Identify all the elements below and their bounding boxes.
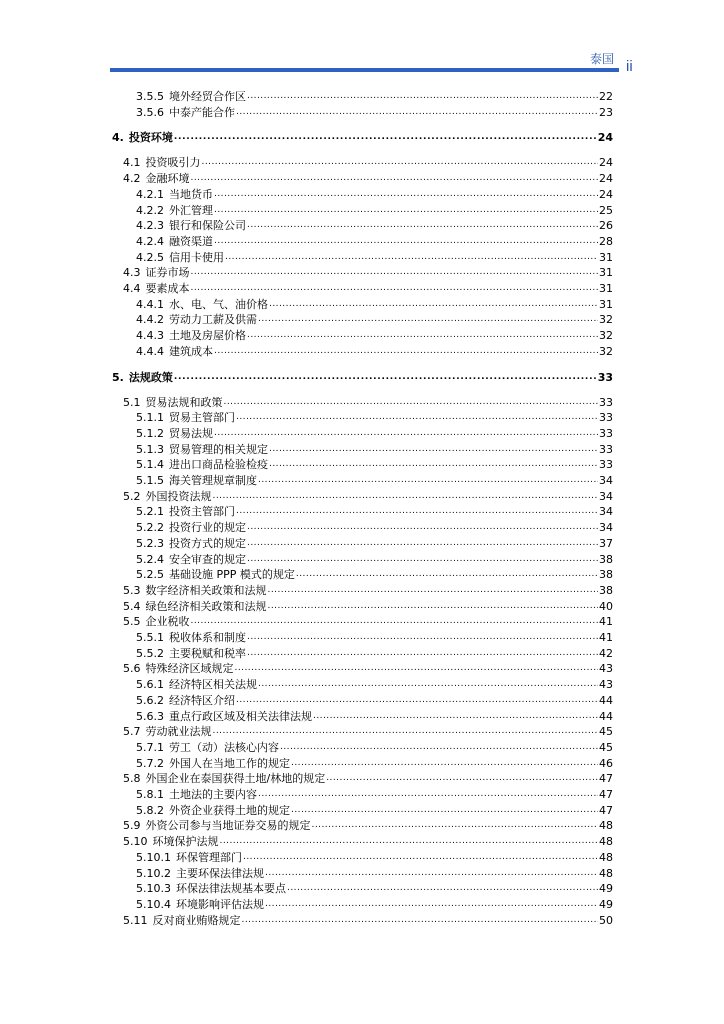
toc-leader-dots xyxy=(247,644,598,661)
toc-leader-dots xyxy=(265,864,598,881)
toc-entry-page: 47 xyxy=(599,788,613,801)
toc-entry-title: 中泰产能合作 xyxy=(169,105,235,119)
toc-leader-dots xyxy=(247,628,598,645)
toc-leader-dots xyxy=(258,310,598,327)
toc-entry-number: 5.8.2 xyxy=(136,803,164,817)
toc-entry-title: 特殊经济区域规定 xyxy=(145,662,234,676)
toc-entry-page: 34 xyxy=(599,521,613,535)
toc-entry-title: 证券市场 xyxy=(145,266,190,280)
toc-entry-number: 5.6 xyxy=(123,662,141,676)
toc-entry-page: 45 xyxy=(599,740,613,754)
toc-entry-page: 31 xyxy=(599,282,613,295)
toc-leader-dots xyxy=(291,754,598,771)
toc-entry-number: 5.8 xyxy=(123,772,141,786)
header-page-number: ii xyxy=(626,58,633,75)
toc-entry-title: 经济特区相关法规 xyxy=(169,678,257,692)
toc-entry-page: 48 xyxy=(599,866,613,880)
toc-entry-title: 安全审查的规定 xyxy=(169,552,246,566)
toc-leader-dots xyxy=(202,153,599,170)
toc-entry-page: 22 xyxy=(599,90,613,103)
toc-leader-dots xyxy=(224,393,599,410)
toc-leader-dots xyxy=(247,87,598,104)
toc-entry-page: 48 xyxy=(599,835,613,849)
toc-leader-dots xyxy=(235,659,599,676)
toc-entry-page: 25 xyxy=(599,203,613,217)
toc-entry-number: 5.2.2 xyxy=(136,521,164,535)
toc-entry-number: 5.1 xyxy=(123,395,141,409)
toc-entry-title: 投资主管部门 xyxy=(169,505,235,519)
toc-entry-number: 5.7.1 xyxy=(136,740,164,754)
toc-leader-dots xyxy=(214,232,598,249)
toc-entry-title: 基础设施 PPP 模式的规定 xyxy=(169,568,295,582)
toc-entry-page: 46 xyxy=(599,756,613,770)
toc-entry-number: 5.1.5 xyxy=(136,474,164,487)
toc-leader-dots xyxy=(247,534,598,551)
toc-entry-page: 33 xyxy=(599,395,613,409)
toc-entry-number: 4.1 xyxy=(123,156,141,170)
toc-entry-title: 反对商业贿赂规定 xyxy=(152,913,241,927)
toc-leader-dots xyxy=(213,487,599,504)
toc-entry-page: 38 xyxy=(599,583,613,597)
toc-leader-dots xyxy=(312,816,599,833)
toc-leader-dots xyxy=(296,565,598,582)
toc-leader-dots xyxy=(247,518,598,535)
toc-entry-number: 4.2.5 xyxy=(136,250,164,264)
toc-entry-title: 数字经济相关政策和法规 xyxy=(145,583,267,597)
toc-entry-number: 5.2.1 xyxy=(136,505,164,519)
toc-entry-title: 贸易主管部门 xyxy=(169,411,235,425)
toc-entry-page: 24 xyxy=(599,187,613,201)
toc-entry-page: 43 xyxy=(599,662,613,676)
toc-entry-title: 金融环境 xyxy=(145,172,190,186)
toc-leader-dots xyxy=(287,879,598,896)
toc-entry[interactable] xyxy=(112,130,613,145)
toc-leader-dots xyxy=(191,279,599,296)
toc-entry-page: 33 xyxy=(599,426,613,440)
toc-leader-dots xyxy=(247,216,598,233)
toc-entry-number: 5.10.1 xyxy=(136,850,171,864)
toc-entry-title: 贸易法规和政策 xyxy=(145,395,223,409)
toc-leader-dots xyxy=(213,722,599,739)
toc-entry-number: 5.10.4 xyxy=(136,897,171,911)
toc-leader-dots xyxy=(191,263,599,280)
toc-entry-number: 5.10 xyxy=(123,835,148,849)
toc-entry-title: 水、电、气、油价格 xyxy=(169,297,268,311)
toc-entry-page: 45 xyxy=(599,725,613,739)
toc-entry-number: 5.6.1 xyxy=(136,678,164,692)
toc-leader-dots xyxy=(258,675,598,692)
toc-entry-page: 32 xyxy=(599,329,613,343)
toc-entry-title: 环保管理部门 xyxy=(176,850,242,864)
toc-entry-number: 3.5.6 xyxy=(136,105,164,119)
toc-entry-title: 外资公司参与当地证券交易的规定 xyxy=(145,819,311,833)
toc-entry-number: 5.8.1 xyxy=(136,788,164,801)
toc-entry-title: 境外经贸合作区 xyxy=(169,90,246,103)
toc-entry-page: 24 xyxy=(599,172,613,186)
toc-entry-number: 4.3 xyxy=(123,266,141,280)
toc-entry-page: 34 xyxy=(599,489,613,503)
toc-entry-number: 5.2 xyxy=(123,489,141,503)
toc-leader-dots xyxy=(243,848,598,865)
toc-entry-title: 劳动力工薪及供需 xyxy=(169,313,257,327)
toc-entry-number: 4.2 xyxy=(123,172,141,186)
toc-entry-title: 投资行业的规定 xyxy=(169,521,246,535)
toc-entry-title: 劳工（动）法核心内容 xyxy=(169,740,279,754)
toc-entry-page: 24 xyxy=(599,156,613,170)
header-country-label: 泰国 xyxy=(590,52,615,66)
toc-leader-dots xyxy=(214,201,598,218)
toc-leader-dots xyxy=(269,455,598,472)
toc-leader-dots xyxy=(269,440,598,457)
toc-entry-number: 5.5 xyxy=(123,615,141,629)
toc-entry[interactable] xyxy=(112,370,613,385)
toc-entry[interactable] xyxy=(123,913,613,928)
toc-entry-title: 劳动就业法规 xyxy=(145,725,212,739)
toc-entry-number: 5.3 xyxy=(123,583,141,597)
toc-leader-dots xyxy=(258,471,598,488)
toc-leader-dots xyxy=(326,769,598,786)
toc-entry-number: 5.7 xyxy=(123,725,141,739)
toc-entry-title: 环境影响评估法规 xyxy=(176,897,264,911)
toc-entry-page: 31 xyxy=(599,250,613,264)
toc-entry-page: 23 xyxy=(599,105,613,119)
toc-entry-page: 37 xyxy=(599,536,613,550)
toc-entry-title: 投资环境 xyxy=(128,131,173,145)
toc-leader-dots xyxy=(247,326,598,343)
toc-entry-page: 41 xyxy=(599,615,613,629)
toc-entry-number: 5.5.1 xyxy=(136,631,164,644)
toc-leader-dots xyxy=(191,612,599,629)
toc-entry-number: 5.6.2 xyxy=(136,693,164,707)
toc-entry-page: 38 xyxy=(599,552,613,566)
toc-leader-dots xyxy=(247,550,598,567)
toc-leader-dots xyxy=(174,128,597,145)
toc-entry-title: 贸易管理的相关规定 xyxy=(169,442,268,456)
toc-leader-dots xyxy=(225,248,598,265)
toc-entry-number: 5.6.3 xyxy=(136,709,164,723)
toc-entry-title: 信用卡使用 xyxy=(169,250,224,264)
toc-leader-dots xyxy=(280,738,598,755)
toc-entry-title: 环保法律法规基本要点 xyxy=(176,882,286,896)
toc-entry-page: 33 xyxy=(597,370,613,384)
toc-entry-page: 47 xyxy=(599,772,613,786)
toc-entry-title: 银行和保险公司 xyxy=(169,219,246,233)
toc-entry-title: 贸易法规 xyxy=(169,426,213,440)
toc-entry-title: 融资渠道 xyxy=(169,234,213,248)
toc-entry-title: 投资方式的规定 xyxy=(169,536,246,550)
toc-entry-page: 49 xyxy=(599,882,613,896)
toc-leader-dots xyxy=(313,707,598,724)
toc-entry-title: 重点行政区域及相关法律法规 xyxy=(169,709,312,723)
toc-leader-dots xyxy=(220,832,599,849)
toc-entry-number: 5.11 xyxy=(123,913,148,927)
toc-entry-page: 48 xyxy=(599,819,613,833)
toc-entry-title: 外国企业在泰国获得土地/林地的规定 xyxy=(145,772,326,786)
toc-entry-title: 绿色经济相关政策和法规 xyxy=(145,599,267,613)
toc-leader-dots xyxy=(191,169,599,186)
toc-leader-dots xyxy=(236,691,598,708)
toc-entry-number: 3.5.5 xyxy=(136,90,164,103)
toc-entry-number: 5.2.3 xyxy=(136,536,164,550)
toc-entry-title: 税收体系和制度 xyxy=(169,631,246,644)
toc-entry-page: 24 xyxy=(597,131,613,145)
toc-entry-number: 4.2.1 xyxy=(136,187,164,201)
toc-entry-page: 28 xyxy=(599,234,613,248)
toc-entry-title: 主要环保法律法规 xyxy=(176,866,264,880)
toc-leader-dots xyxy=(236,502,598,519)
toc-entry-page: 26 xyxy=(599,219,613,233)
toc-entry-number: 5.2.4 xyxy=(136,552,164,566)
toc-entry-title: 环境保护法规 xyxy=(152,835,219,849)
toc-entry-title: 土地法的主要内容 xyxy=(169,788,257,801)
toc-entry-number: 4.2.2 xyxy=(136,203,164,217)
toc-leader-dots xyxy=(258,785,598,802)
toc-entry-title: 土地及房屋价格 xyxy=(169,329,246,343)
toc-entry-page: 44 xyxy=(599,709,613,723)
toc-entry-number: 4.4.3 xyxy=(136,329,164,343)
toc-leader-dots xyxy=(265,895,598,912)
toc-entry-page: 33 xyxy=(599,442,613,456)
toc-entry-page: 44 xyxy=(599,693,613,707)
toc-entry-number: 4.2.4 xyxy=(136,234,164,248)
toc-entry-page: 33 xyxy=(599,411,613,425)
toc-entry[interactable] xyxy=(136,105,613,120)
toc-entry-title: 企业税收 xyxy=(145,615,190,629)
toc-entry-title: 经济特区介绍 xyxy=(169,693,235,707)
toc-entry-number: 5.4 xyxy=(123,599,141,613)
toc-leader-dots xyxy=(214,185,598,202)
toc-entry-page: 41 xyxy=(599,631,613,644)
toc-entry-number: 4.4.2 xyxy=(136,313,164,327)
toc-entry-page: 34 xyxy=(599,505,613,519)
toc-entry-title: 法规政策 xyxy=(128,370,173,384)
toc-entry-title: 要素成本 xyxy=(145,282,190,295)
toc-entry-number: 5.1.1 xyxy=(136,411,164,425)
toc-entry-number: 5.7.2 xyxy=(136,756,164,770)
toc-entry-number: 4.4.4 xyxy=(136,344,164,358)
toc-entry-title: 外国投资法规 xyxy=(145,489,212,503)
toc-entry-number: 5.1.4 xyxy=(136,458,164,472)
toc-entry-page: 40 xyxy=(599,599,613,613)
toc-entry-page: 33 xyxy=(599,458,613,472)
toc-leader-dots xyxy=(269,295,598,312)
toc-entry-page: 47 xyxy=(599,803,613,817)
toc-entry-title: 外资企业获得土地的规定 xyxy=(169,803,290,817)
toc-entry-page: 43 xyxy=(599,678,613,692)
toc-entry-number: 4. xyxy=(112,131,124,145)
toc-entry-page: 48 xyxy=(599,850,613,864)
toc-leader-dots xyxy=(268,581,599,598)
toc-leader-dots xyxy=(236,103,598,120)
toc-entry-page: 38 xyxy=(599,568,613,582)
toc-entry-title: 外汇管理 xyxy=(169,203,213,217)
toc-entry-page: 31 xyxy=(599,266,613,280)
toc-entry-page: 34 xyxy=(599,474,613,487)
toc-entry-number: 5.9 xyxy=(123,819,141,833)
toc-leader-dots xyxy=(268,597,599,614)
toc-entry-page: 49 xyxy=(599,897,613,911)
toc-entry-number: 5.10.3 xyxy=(136,882,171,896)
toc-entry-page: 31 xyxy=(599,297,613,311)
toc-leader-dots xyxy=(242,911,599,928)
toc-leader-dots xyxy=(291,801,598,818)
toc-leader-dots xyxy=(236,408,598,425)
toc-entry[interactable] xyxy=(136,344,613,359)
toc-entry-title: 建筑成本 xyxy=(169,344,213,358)
toc-entry-number: 5.10.2 xyxy=(136,866,171,880)
toc-entry-title: 当地货币 xyxy=(169,187,213,201)
toc-entry-title: 主要税赋和税率 xyxy=(169,646,246,660)
toc-entry-page: 42 xyxy=(599,646,613,660)
toc-entry-number: 5.2.5 xyxy=(136,568,164,582)
toc-entry-number: 4.4 xyxy=(123,282,141,295)
toc-leader-dots xyxy=(214,342,598,359)
toc-entry-number: 5.5.2 xyxy=(136,646,164,660)
header-rule xyxy=(110,68,619,72)
toc-entry-title: 进出口商品检验检疫 xyxy=(169,458,268,472)
toc-entry-number: 5. xyxy=(112,370,124,384)
toc-entry-number: 4.4.1 xyxy=(136,297,164,311)
toc-leader-dots xyxy=(174,368,597,385)
toc-entry-title: 投资吸引力 xyxy=(145,156,201,170)
toc-entry-page: 32 xyxy=(599,344,613,358)
toc-entry-number: 4.2.3 xyxy=(136,219,164,233)
toc-leader-dots xyxy=(214,424,598,441)
toc-entry-title: 外国人在当地工作的规定 xyxy=(169,756,290,770)
toc-entry-number: 5.1.2 xyxy=(136,426,164,440)
toc-entry-title: 海关管理规章制度 xyxy=(169,474,257,487)
toc-entry-page: 50 xyxy=(599,913,613,927)
toc-entry-page: 32 xyxy=(599,313,613,327)
toc-entry-number: 5.1.3 xyxy=(136,442,164,456)
